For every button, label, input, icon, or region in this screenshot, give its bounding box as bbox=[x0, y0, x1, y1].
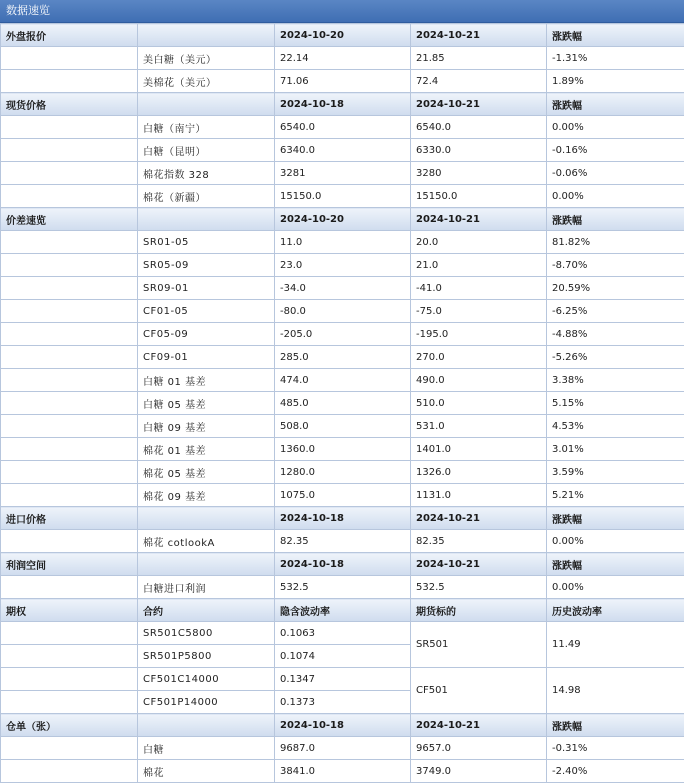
item-name-cell: 棉花（新疆） bbox=[138, 185, 275, 208]
header-cell: 2024-10-21 bbox=[411, 714, 547, 737]
value-cell: 20.0 bbox=[411, 231, 547, 254]
header-cell: 2024-10-18 bbox=[275, 553, 411, 576]
item-name-cell: CF05-09 bbox=[138, 323, 275, 346]
value-cell: 11.0 bbox=[275, 231, 411, 254]
header-cell: 仓单（张） bbox=[1, 714, 138, 737]
table-row bbox=[1, 70, 684, 93]
header-cell bbox=[138, 553, 275, 576]
header-cell: 外盘报价 bbox=[1, 24, 138, 47]
empty-cell bbox=[1, 691, 138, 714]
empty-cell bbox=[1, 737, 138, 760]
header-cell: 利润空间 bbox=[1, 553, 138, 576]
section-header-spread bbox=[1, 208, 684, 231]
header-cell: 期货标的 bbox=[411, 599, 547, 622]
empty-cell bbox=[1, 645, 138, 668]
header-cell: 涨跌幅 bbox=[547, 24, 684, 47]
value-cell: 71.06 bbox=[275, 70, 411, 93]
item-name-cell: 白糖进口利润 bbox=[138, 576, 275, 599]
value-cell: 1326.0 bbox=[411, 461, 547, 484]
header-cell: 价差速览 bbox=[1, 208, 138, 231]
panel-title: 数据速览 bbox=[0, 0, 684, 23]
value-cell: 490.0 bbox=[411, 369, 547, 392]
item-name-cell: CF09-01 bbox=[138, 346, 275, 369]
table-row bbox=[1, 185, 684, 208]
value-cell: -0.06% bbox=[547, 162, 684, 185]
empty-cell bbox=[1, 576, 138, 599]
empty-cell bbox=[1, 70, 138, 93]
header-cell: 涨跌幅 bbox=[547, 507, 684, 530]
value-cell: -6.25% bbox=[547, 300, 684, 323]
header-cell: 进口价格 bbox=[1, 507, 138, 530]
value-cell: 5.15% bbox=[547, 392, 684, 415]
header-cell: 涨跌幅 bbox=[547, 208, 684, 231]
section-header-profit bbox=[1, 553, 684, 576]
empty-cell bbox=[1, 369, 138, 392]
value-cell: 15150.0 bbox=[275, 185, 411, 208]
value-cell: -0.16% bbox=[547, 139, 684, 162]
value-cell: 3.38% bbox=[547, 369, 684, 392]
value-cell: 23.0 bbox=[275, 254, 411, 277]
empty-cell bbox=[1, 530, 138, 553]
value-cell: -5.26% bbox=[547, 346, 684, 369]
value-cell: -41.0 bbox=[411, 277, 547, 300]
table-row bbox=[1, 323, 684, 346]
header-cell: 2024-10-18 bbox=[275, 93, 411, 116]
item-name-cell: 白糖 bbox=[138, 737, 275, 760]
value-cell: -2.40% bbox=[547, 760, 684, 783]
empty-cell bbox=[1, 392, 138, 415]
header-cell: 2024-10-18 bbox=[275, 507, 411, 530]
table-row bbox=[1, 737, 684, 760]
empty-cell bbox=[1, 162, 138, 185]
value-cell: 4.53% bbox=[547, 415, 684, 438]
value-cell: -80.0 bbox=[275, 300, 411, 323]
value-cell: 270.0 bbox=[411, 346, 547, 369]
item-name-cell: 白糖（昆明） bbox=[138, 139, 275, 162]
value-cell: 1280.0 bbox=[275, 461, 411, 484]
empty-cell bbox=[1, 760, 138, 783]
header-cell: 涨跌幅 bbox=[547, 553, 684, 576]
header-cell bbox=[138, 24, 275, 47]
value-cell: 82.35 bbox=[275, 530, 411, 553]
table-row bbox=[1, 162, 684, 185]
value-cell: 0.00% bbox=[547, 530, 684, 553]
empty-cell bbox=[1, 254, 138, 277]
value-cell: 1360.0 bbox=[275, 438, 411, 461]
implied-vol-cell: 0.1063 bbox=[275, 622, 411, 645]
value-cell: -195.0 bbox=[411, 323, 547, 346]
table-row bbox=[1, 277, 684, 300]
underlying-cell: CF501 bbox=[411, 668, 547, 714]
table-row bbox=[1, 461, 684, 484]
table-row bbox=[1, 622, 684, 645]
value-cell: -1.31% bbox=[547, 47, 684, 70]
header-cell: 现货价格 bbox=[1, 93, 138, 116]
empty-cell bbox=[1, 415, 138, 438]
value-cell: 5.21% bbox=[547, 484, 684, 507]
header-cell: 涨跌幅 bbox=[547, 714, 684, 737]
value-cell: 6540.0 bbox=[411, 116, 547, 139]
header-cell: 涨跌幅 bbox=[547, 93, 684, 116]
item-name-cell: 棉花 09 基差 bbox=[138, 484, 275, 507]
value-cell: 82.35 bbox=[411, 530, 547, 553]
item-name-cell: 白糖 09 基差 bbox=[138, 415, 275, 438]
value-cell: 15150.0 bbox=[411, 185, 547, 208]
empty-cell bbox=[1, 346, 138, 369]
header-cell: 2024-10-21 bbox=[411, 24, 547, 47]
section-header-warehouse bbox=[1, 714, 684, 737]
implied-vol-cell: 0.1347 bbox=[275, 668, 411, 691]
item-name-cell: 美棉花（美元） bbox=[138, 70, 275, 93]
value-cell: 9687.0 bbox=[275, 737, 411, 760]
item-name-cell: SR01-05 bbox=[138, 231, 275, 254]
item-name-cell: SR05-09 bbox=[138, 254, 275, 277]
value-cell: 1131.0 bbox=[411, 484, 547, 507]
implied-vol-cell: 0.1074 bbox=[275, 645, 411, 668]
value-cell: 1.89% bbox=[547, 70, 684, 93]
empty-cell bbox=[1, 300, 138, 323]
section-header-spot bbox=[1, 93, 684, 116]
value-cell: 22.14 bbox=[275, 47, 411, 70]
empty-cell bbox=[1, 185, 138, 208]
hist-vol-cell: 11.49 bbox=[547, 622, 684, 668]
value-cell: 485.0 bbox=[275, 392, 411, 415]
value-cell: 20.59% bbox=[547, 277, 684, 300]
header-cell: 2024-10-21 bbox=[411, 507, 547, 530]
empty-cell bbox=[1, 668, 138, 691]
section-header-options bbox=[1, 599, 684, 622]
item-name-cell: 白糖 01 基差 bbox=[138, 369, 275, 392]
value-cell: 3749.0 bbox=[411, 760, 547, 783]
table-row bbox=[1, 484, 684, 507]
header-cell: 合约 bbox=[138, 599, 275, 622]
table-row bbox=[1, 346, 684, 369]
value-cell: 1401.0 bbox=[411, 438, 547, 461]
value-cell: 3.59% bbox=[547, 461, 684, 484]
header-cell: 2024-10-20 bbox=[275, 208, 411, 231]
value-cell: 0.00% bbox=[547, 576, 684, 599]
header-cell: 2024-10-21 bbox=[411, 93, 547, 116]
value-cell: 21.85 bbox=[411, 47, 547, 70]
value-cell: 0.00% bbox=[547, 116, 684, 139]
header-cell: 2024-10-21 bbox=[411, 553, 547, 576]
table-row bbox=[1, 300, 684, 323]
value-cell: 532.5 bbox=[275, 576, 411, 599]
table-row bbox=[1, 369, 684, 392]
table-row bbox=[1, 530, 684, 553]
empty-cell bbox=[1, 116, 138, 139]
hist-vol-cell: 14.98 bbox=[547, 668, 684, 714]
contract-cell: CF501C14000 bbox=[138, 668, 275, 691]
empty-cell bbox=[1, 461, 138, 484]
header-cell bbox=[138, 93, 275, 116]
data-table bbox=[0, 23, 684, 783]
value-cell: 81.82% bbox=[547, 231, 684, 254]
header-cell: 历史波动率 bbox=[547, 599, 684, 622]
value-cell: 3.01% bbox=[547, 438, 684, 461]
header-cell bbox=[138, 208, 275, 231]
value-cell: -8.70% bbox=[547, 254, 684, 277]
table-row bbox=[1, 116, 684, 139]
value-cell: -4.88% bbox=[547, 323, 684, 346]
empty-cell bbox=[1, 47, 138, 70]
value-cell: 532.5 bbox=[411, 576, 547, 599]
section-header-import bbox=[1, 507, 684, 530]
value-cell: 508.0 bbox=[275, 415, 411, 438]
implied-vol-cell: 0.1373 bbox=[275, 691, 411, 714]
table-row bbox=[1, 47, 684, 70]
empty-cell bbox=[1, 231, 138, 254]
value-cell: 285.0 bbox=[275, 346, 411, 369]
header-cell: 2024-10-21 bbox=[411, 208, 547, 231]
data-table-body bbox=[1, 24, 684, 783]
value-cell: 0.00% bbox=[547, 185, 684, 208]
contract-cell: SR501C5800 bbox=[138, 622, 275, 645]
table-row bbox=[1, 438, 684, 461]
header-cell: 隐含波动率 bbox=[275, 599, 411, 622]
item-name-cell: CF01-05 bbox=[138, 300, 275, 323]
item-name-cell: 白糖 05 基差 bbox=[138, 392, 275, 415]
underlying-cell: SR501 bbox=[411, 622, 547, 668]
item-name-cell: 棉花指数 328 bbox=[138, 162, 275, 185]
empty-cell bbox=[1, 622, 138, 645]
table-row bbox=[1, 139, 684, 162]
header-cell: 2024-10-20 bbox=[275, 24, 411, 47]
value-cell: 6340.0 bbox=[275, 139, 411, 162]
item-name-cell: SR09-01 bbox=[138, 277, 275, 300]
item-name-cell: 白糖（南宁） bbox=[138, 116, 275, 139]
empty-cell bbox=[1, 438, 138, 461]
header-cell: 2024-10-18 bbox=[275, 714, 411, 737]
value-cell: 510.0 bbox=[411, 392, 547, 415]
table-row bbox=[1, 231, 684, 254]
value-cell: 6540.0 bbox=[275, 116, 411, 139]
item-name-cell: 棉花 bbox=[138, 760, 275, 783]
value-cell: 1075.0 bbox=[275, 484, 411, 507]
item-name-cell: 美白糖（美元） bbox=[138, 47, 275, 70]
section-header-foreign bbox=[1, 24, 684, 47]
header-cell: 期权 bbox=[1, 599, 138, 622]
header-cell bbox=[138, 714, 275, 737]
empty-cell bbox=[1, 277, 138, 300]
value-cell: 3841.0 bbox=[275, 760, 411, 783]
item-name-cell: 棉花 cotlookA bbox=[138, 530, 275, 553]
empty-cell bbox=[1, 139, 138, 162]
value-cell: -205.0 bbox=[275, 323, 411, 346]
value-cell: 6330.0 bbox=[411, 139, 547, 162]
value-cell: 21.0 bbox=[411, 254, 547, 277]
table-row bbox=[1, 668, 684, 691]
empty-cell bbox=[1, 484, 138, 507]
value-cell: -75.0 bbox=[411, 300, 547, 323]
header-cell bbox=[138, 507, 275, 530]
contract-cell: SR501P5800 bbox=[138, 645, 275, 668]
empty-cell bbox=[1, 323, 138, 346]
value-cell: 531.0 bbox=[411, 415, 547, 438]
table-row bbox=[1, 760, 684, 783]
item-name-cell: 棉花 05 基差 bbox=[138, 461, 275, 484]
value-cell: 474.0 bbox=[275, 369, 411, 392]
table-row bbox=[1, 254, 684, 277]
table-row bbox=[1, 392, 684, 415]
item-name-cell: 棉花 01 基差 bbox=[138, 438, 275, 461]
table-row bbox=[1, 576, 684, 599]
value-cell: -34.0 bbox=[275, 277, 411, 300]
value-cell: 72.4 bbox=[411, 70, 547, 93]
value-cell: 3281 bbox=[275, 162, 411, 185]
value-cell: -0.31% bbox=[547, 737, 684, 760]
contract-cell: CF501P14000 bbox=[138, 691, 275, 714]
value-cell: 9657.0 bbox=[411, 737, 547, 760]
value-cell: 3280 bbox=[411, 162, 547, 185]
table-row bbox=[1, 415, 684, 438]
